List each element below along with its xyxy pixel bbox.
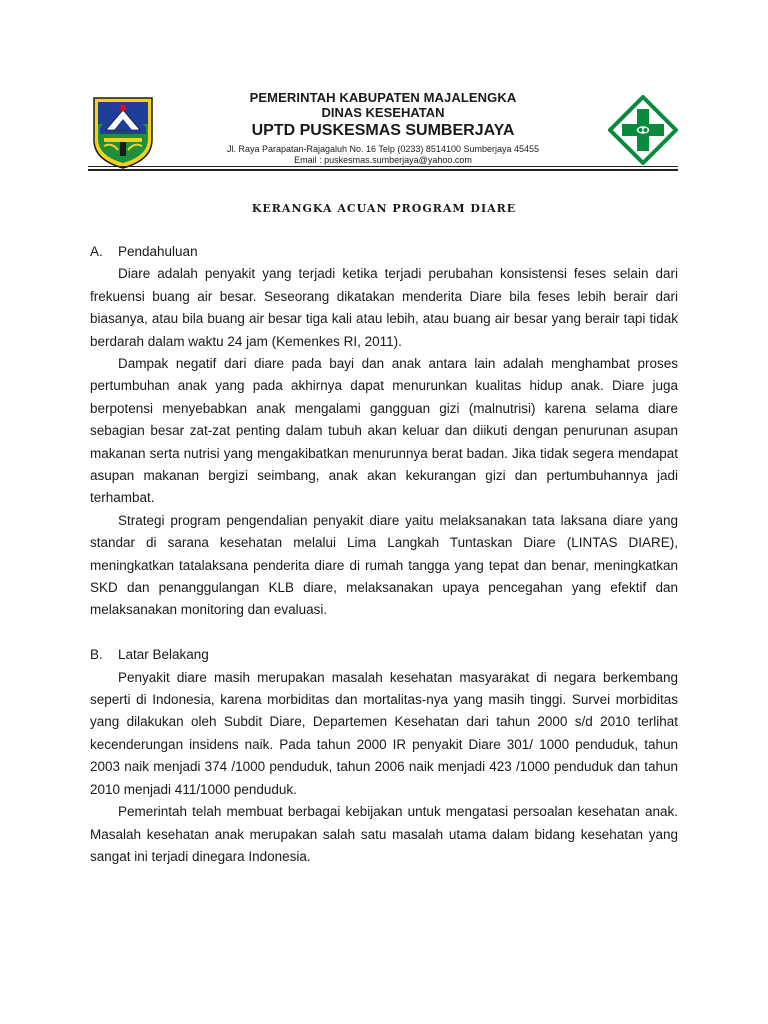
section-spacer xyxy=(90,622,678,644)
section-a-paragraph-2: Dampak negatif dari diare pada bayi dan anak antara lain adalah menghambat proses pertumbuhan anak yang pada akhirnya dapat menurunkan kualitas hidup anak. Diare juga berpotensi menyebabkan anak mengalami gangguan gizi (malnutrisi) karena selama diare sebagian besar zat-zat penting dalam tubuh akan keluar dan diikuti dengan penurunan asupan makanan serta nutrisi yang mengakibatkan menurunnya berat badan. Jika tidak segera mendapat asupan makanan bergizi seimbang, anak akan kekurangan gizi dan pertumbuhannya jadi terhambat. xyxy=(90,356,678,506)
section-b-number: B. xyxy=(90,647,103,663)
section-a-paragraph-1: Diare adalah penyakit yang terjadi ketika terjadi perubahan konsistensi feses selain dari frekuensi buang air besar. Seseorang dikatakan menderita Diare bila feses lebih berair dari biasanya, atau bila buang air besar tiga kali atau lebih, atau buang air besar yang berair tapi tidak berdarah dalam waktu 24 jam (Kemenkes RI, 2011). xyxy=(90,266,678,349)
department-name: DINAS KESEHATAN xyxy=(321,105,445,120)
email: Email : puskesmas.sumberjaya@yahoo.com xyxy=(294,155,472,165)
puskesmas-logo-icon xyxy=(608,95,678,165)
letterhead xyxy=(88,90,678,172)
section-a-paragraph-3: Strategi program pengendalian penyakit diare yaitu melaksanakan tata laksana diare yang standar di sarana kesehatan melalui Lima Langkah Tuntaskan Diare (LINTAS DIARE), meningkatkan tatalaksana penderita diare di rumah tangga yang tepat dan benar, meningkatkan SKD dan penanggulangan KLB diare, melaksanakan upaya pencegahan yang efektif dan melaksanakan monitoring dan evaluasi. xyxy=(90,512,678,618)
document-title: KERANGKA ACUAN PROGRAM DIARE xyxy=(251,202,517,215)
section-a-title: Pendahuluan xyxy=(118,244,198,259)
section-b-paragraph-2: Pemerintah telah membuat berbagai kebijakan untuk mengatasi persoalan kesehatan anak. Masalah kesehatan anak merupakan salah satu masalah utama dalam bidang kesehatan yang sangat ini terjadi dinegara Indonesia. xyxy=(90,804,678,864)
address: Jl. Raya Parapatan-Rajagaluh No. 16 Telp (0233) 8514100 Sumberjaya 45455 xyxy=(226,144,540,154)
letterhead-rule-thin xyxy=(88,166,678,167)
section-a-heading xyxy=(90,241,678,263)
document-body xyxy=(90,241,678,868)
letterhead-text xyxy=(168,90,598,166)
government-name: PEMERINTAH KABUPATEN MAJALENGKA xyxy=(249,90,517,105)
institution-name: UPTD PUSKESMAS SUMBERJAYA xyxy=(251,122,515,139)
section-b-title: Latar Belakang xyxy=(118,647,209,663)
section-b-heading xyxy=(90,644,678,666)
majalengka-crest-icon xyxy=(90,94,156,170)
section-b-paragraph-1: Penyakit diare masih merupakan masalah kesehatan masyarakat di negara berkembang seperti di Indonesia, karena morbiditas dan mortalitas-nya yang masih tinggi. Survei morbiditas yang dilakukan oleh Subdit Diare, Departemen Kesehatan dari tahun 2000 s/d 2010 terlihat kecenderungan insidens naik. Pada tahun 2000 IR penyakit Diare 301/ 1000 penduduk, tahun 2003 naik menjadi 374 /1000 penduduk, tahun 2006 naik menjadi 423 /1000 penduduk dan tahun 2010 menjadi 411/1000 penduduk. xyxy=(90,669,678,797)
section-a-number: A. xyxy=(90,244,103,259)
letterhead-rule-thick xyxy=(88,169,678,171)
